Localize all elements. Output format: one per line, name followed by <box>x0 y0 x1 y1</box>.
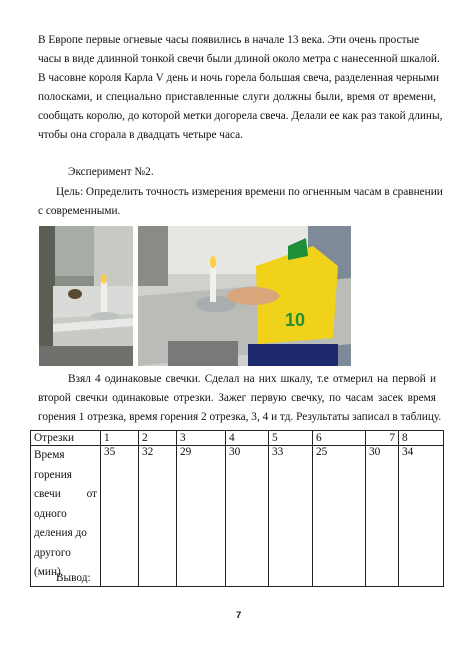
table-cell-value: 29 <box>177 446 226 587</box>
row-label-line: одного <box>34 507 67 520</box>
experiment-title: Эксперимент №2. <box>68 166 154 178</box>
table-segment-header: 5 <box>269 431 313 446</box>
conclusion-label: Вывод: <box>56 572 91 584</box>
table-header-label: Отрезки <box>31 431 101 446</box>
intro-line-5: сообщать королю, до которой метки догорела свеча. Делали ее как раз такой длины, <box>38 110 443 122</box>
table-segment-header: 1 <box>101 431 139 446</box>
method-line-1: Взял 4 одинаковые свечки. Сделал на них шкалу, т.е отмерил на первой и <box>68 373 436 385</box>
row-label-line: горения <box>34 468 72 481</box>
row-label-line: деления до <box>34 527 87 539</box>
table-row-label <box>31 446 101 587</box>
method-line-2: второй свечки одинаковые отрезки. Зажег первую свечку, по часам засек время <box>38 392 436 404</box>
page-number: 7 <box>236 610 242 621</box>
experiment-goal-line-2: с современными. <box>38 205 121 217</box>
table-cell-value: 34 <box>399 446 444 587</box>
table-cell-value: 32 <box>139 446 177 587</box>
intro-line-3: В часовне короля Карла V день и ночь горела большая свеча, разделенная черными <box>38 72 440 84</box>
table-segment-header: 2 <box>139 431 177 446</box>
intro-line-6: чтобы она сгорала в двадцать четыре часа. <box>38 129 243 141</box>
svg-text:10: 10 <box>285 310 306 330</box>
table-segment-header: 7 <box>366 431 399 446</box>
table-segment-header: 6 <box>313 431 366 446</box>
boy-with-candle-photo <box>138 226 351 366</box>
table-row <box>31 446 444 587</box>
table-cell-value: 25 <box>313 446 366 587</box>
table-cell-value: 30 <box>226 446 269 587</box>
row-label-line: (мин) <box>34 566 61 578</box>
method-line-3: горения 1 отрезка, время горения 2 отрезка, 3, 4 и тд. Результаты записал в таблицу. <box>38 411 442 423</box>
table-segment-header: 4 <box>226 431 269 446</box>
row-label-word: свечи <box>34 488 61 500</box>
candle-on-windowsill-photo <box>39 226 133 366</box>
row-label-line <box>34 485 97 505</box>
table-segment-header: 3 <box>177 431 226 446</box>
table-cell-value: 30 <box>366 446 399 587</box>
table-cell-value: 33 <box>269 446 313 587</box>
row-label-line: Время <box>34 449 65 461</box>
experiment-goal-line-1: Цель: Определить точность измерения времени по огненным часам в сравнении <box>56 186 443 198</box>
table-header-row <box>31 431 444 446</box>
row-label-word: от <box>86 488 97 500</box>
intro-line-1: В Европе первые огневые часы появились в начале 13 века. Эти очень простые <box>38 34 420 46</box>
table-cell-value: 35 <box>101 446 139 587</box>
intro-line-4: полосками, и специально приставленные слуги должны были, время от времени, <box>38 91 436 103</box>
table-segment-header: 8 <box>399 431 444 446</box>
results-table <box>30 430 444 587</box>
row-label-line: другого <box>34 546 71 559</box>
intro-line-2: часы в виде длинной тонкой свечи были длиной около метра с нанесенной шкалой. <box>38 53 440 65</box>
